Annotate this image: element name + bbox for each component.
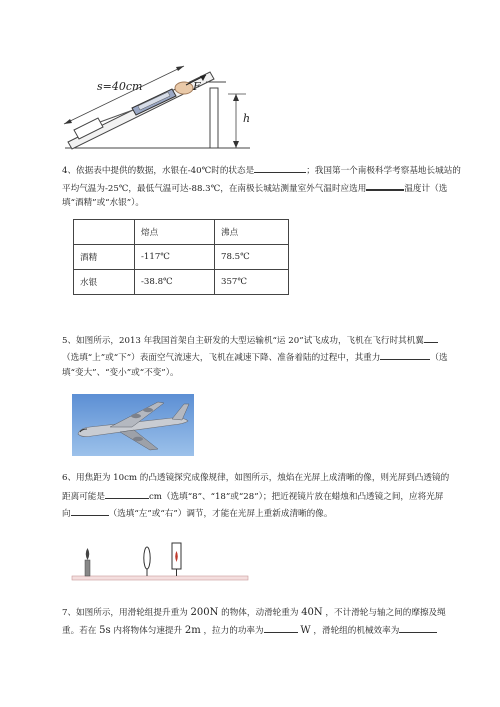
distance-label: s=40cm	[97, 80, 143, 93]
table-cell: 78.5℃	[215, 245, 289, 270]
optical-bench-figure	[70, 538, 250, 586]
incline-figure	[60, 52, 270, 154]
q7-text-a: 7、如图所示，用滑轮组提升重为	[62, 608, 188, 618]
q5-blank-gravity[interactable]	[380, 350, 430, 360]
table-row	[74, 245, 289, 270]
height-label: h	[243, 112, 251, 125]
q7-line1	[62, 606, 446, 620]
q4-blank-thermometer[interactable]	[366, 180, 404, 191]
q5-line3: 填“变大”、“变小”或“不变”）。	[62, 368, 179, 378]
q7-text-f: ，拉力的功率为	[203, 626, 264, 636]
q4-line1	[62, 163, 461, 178]
q7-text-c: ，不计滑轮与轴之间的摩擦及绳	[325, 608, 446, 618]
airplane-photo	[72, 394, 194, 456]
q6-text-d: （选填“左”或“右”）调节，才能在光屏上重新成清晰的像。	[108, 509, 333, 519]
q6-text-b: cm（选填“8”、“18”或“28”）；把近视镜片放在蜡烛和凸透镜之间，应将光屏	[148, 492, 444, 502]
q6-line3	[62, 506, 332, 521]
q4-text-d: 温度计（选	[404, 184, 448, 194]
q6-text-c: 向	[62, 509, 71, 519]
table-cell: -38.8℃	[135, 270, 215, 295]
table-header-cell: 熔点	[135, 220, 215, 245]
force-label: F	[193, 80, 201, 93]
q7-weight: 200N	[190, 607, 219, 618]
q5-text-c: （选	[430, 353, 448, 363]
q5-text-a: 5、如图所示，2013 年我国首架自主研发的大型运输机“运 20”试飞成功，飞机在飞行时其机翼	[62, 336, 424, 346]
q5-line2	[62, 350, 448, 365]
q5-text-b: （选填“上”或“下”）表面空气流速大，飞机在减速下降、准备着陆的过程中，其重力	[62, 353, 381, 363]
table-header-cell	[74, 220, 135, 245]
q7-time: 5s	[99, 625, 111, 636]
table-cell: -117℃	[135, 245, 215, 270]
q7-text-b: 的物体，动滑轮重为	[221, 608, 299, 618]
q7-blank-efficiency[interactable]	[399, 623, 437, 633]
q6-blank-direction[interactable]	[71, 506, 109, 516]
q6-line2	[62, 489, 443, 504]
q7-line2	[62, 623, 437, 638]
q5-blank-wing[interactable]	[424, 333, 438, 343]
q4-blank-state[interactable]	[254, 163, 306, 173]
q4-text-c: 平均气温为-25℃，最低气温可达-88.3℃，在南极长城站测量室外气温时应选用	[62, 184, 367, 194]
q4-text-a: 4、依据表中提供的数据，水银在-40℃时的状态是	[62, 166, 255, 176]
q7-height: 2m	[184, 625, 201, 636]
q7-text-g: ，滑轮组的机械效率为	[313, 626, 400, 636]
q6-blank-distance[interactable]	[105, 489, 149, 499]
table-cell: 酒精	[74, 245, 135, 270]
table-row	[74, 220, 289, 245]
q4-line3: 填“酒精”或“水银”）。	[62, 198, 145, 208]
q4-line2	[62, 180, 447, 196]
table-cell: 水银	[74, 270, 135, 295]
table-header-cell: 沸点	[215, 220, 289, 245]
q6-text-a: 距离可能是	[62, 492, 105, 502]
q4-text-b: ；我国第一个南极科学考察基地长城站的	[306, 166, 461, 176]
q5-line1	[62, 333, 438, 348]
q7-text-d: 重。若在	[62, 626, 97, 636]
q6-line1: 6、用焦距为 10cm 的凸透镜探究成像规律，如图所示，烛焰在光屏上成清晰的像，则光屏到凸透镜的	[62, 473, 450, 483]
q4-data-table	[73, 219, 289, 295]
table-row	[74, 270, 289, 295]
q7-text-e: 内将物体匀速提升	[113, 626, 183, 636]
q7-pulley-weight: 40N	[301, 607, 323, 618]
table-cell: 357℃	[215, 270, 289, 295]
q7-power-unit: W	[300, 625, 311, 636]
q7-blank-power[interactable]	[264, 623, 298, 633]
